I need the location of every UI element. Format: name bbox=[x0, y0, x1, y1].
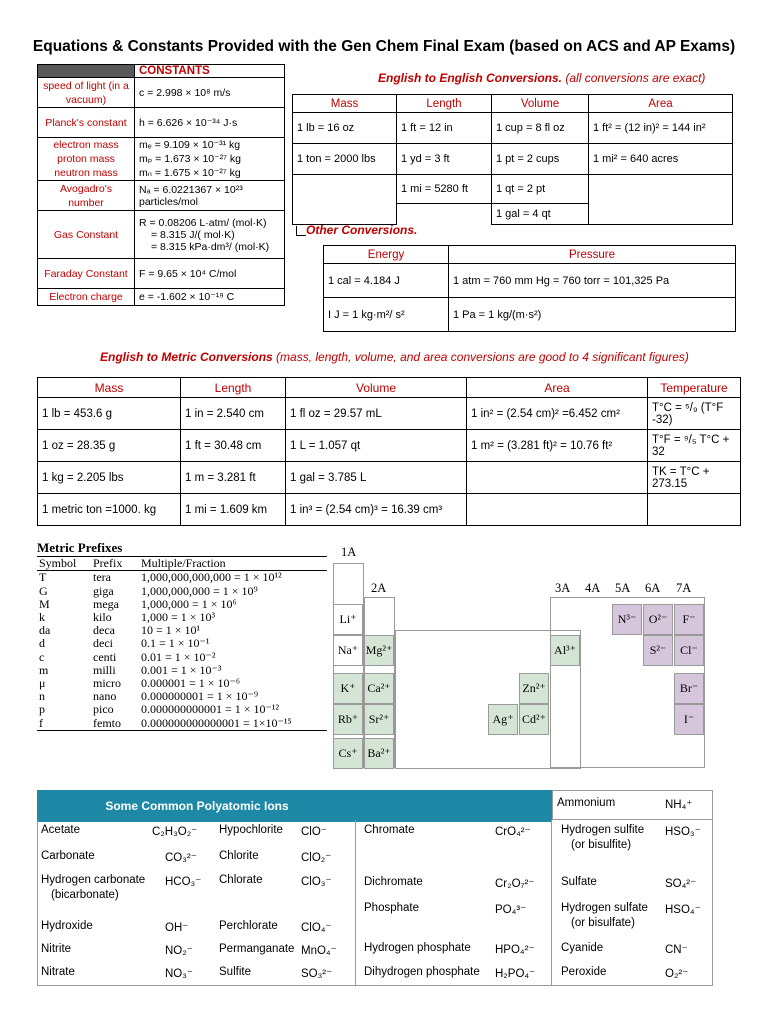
table-cell: 1 fl oz = 29.57 mL bbox=[286, 398, 467, 430]
prefix-name: giga bbox=[93, 583, 114, 598]
const-name: electron mass bbox=[38, 138, 135, 153]
prefix-symbol: G bbox=[39, 583, 48, 598]
col-header: Volume bbox=[492, 95, 589, 113]
table-cell: 1 lb = 453.6 g bbox=[38, 398, 181, 430]
table-cell: 1 cal = 4.184 J bbox=[324, 264, 449, 298]
group-label: 1A bbox=[341, 545, 357, 559]
ion-formula: CrO₄²⁻ bbox=[495, 826, 531, 838]
prefix-multiple: 0.000000001 = 1 × 10⁻⁹ bbox=[141, 689, 259, 704]
prefix-multiple: 1,000,000,000,000 = 1 × 10¹² bbox=[141, 570, 282, 585]
table-cell: 1 m = 3.281 ft bbox=[181, 462, 286, 494]
table-cell bbox=[467, 462, 648, 494]
prefix-multiple: 0.01 = 1 × 10⁻² bbox=[141, 649, 216, 664]
const-value: mₑ = 9.109 × 10⁻³¹ kg bbox=[135, 138, 285, 153]
ion-formula: OH⁻ bbox=[165, 922, 189, 934]
ion-name: Hydroxide bbox=[41, 920, 93, 932]
const-value: e = -1.602 × 10⁻¹⁹ C bbox=[135, 289, 285, 306]
ion-formula: HPO₄²⁻ bbox=[495, 944, 535, 956]
group-label: 5A bbox=[615, 581, 631, 595]
const-value bbox=[135, 211, 285, 259]
prefix-name: mega bbox=[93, 596, 119, 611]
const-value: h = 6.626 × 10⁻³⁴ J·s bbox=[135, 108, 285, 138]
group-label: 4A bbox=[585, 581, 601, 595]
ion-formula: HCO₃⁻ bbox=[165, 876, 202, 888]
prefix-symbol: μ bbox=[39, 676, 46, 691]
table-cell bbox=[467, 494, 648, 526]
table-cell: T°F = ⁹/₅ T°C + 32 bbox=[648, 430, 741, 462]
english-heading-sub: (all conversions are exact) bbox=[562, 71, 706, 85]
col-header: Mass bbox=[293, 95, 397, 113]
prefix-multiple: 0.000000000000001 = 1×10⁻¹⁵ bbox=[141, 715, 292, 730]
prefix-symbol: M bbox=[39, 596, 50, 611]
ion-formula: Cr₂O₇²⁻ bbox=[495, 878, 535, 890]
prefix-symbol: c bbox=[39, 649, 45, 664]
ion-name: Carbonate bbox=[41, 850, 95, 862]
ion-formula: CO₃²⁻ bbox=[165, 852, 197, 864]
metric-conversions-table bbox=[37, 377, 741, 526]
prefix-multiple: 1,000 = 1 × 10³ bbox=[141, 610, 216, 625]
periodic-ions bbox=[333, 545, 703, 767]
prefix-multiple: 0.000001 = 1 × 10⁻⁶ bbox=[141, 676, 241, 691]
ion-name: Acetate bbox=[41, 824, 80, 836]
table-cell: 1 m² = (3.281 ft)² = 10.76 ft² bbox=[467, 430, 648, 462]
ion-name: Sulfite bbox=[219, 966, 251, 978]
ion-name: Sulfate bbox=[561, 876, 597, 888]
col-header: Length bbox=[397, 95, 492, 113]
prefix-row bbox=[37, 703, 327, 716]
ion-name: Hydrogen sulfite bbox=[561, 824, 645, 836]
table-cell: 1 oz = 28.35 g bbox=[38, 430, 181, 462]
prefix-col-header: Multiple/Fraction bbox=[139, 557, 327, 571]
page-title: Equations & Constants Provided with the Gen Chem Final Exam (based on ACS and AP Exams) bbox=[32, 38, 736, 55]
ion-cell: F⁻ bbox=[674, 604, 704, 635]
prefix-col-header: Symbol bbox=[37, 557, 91, 571]
ion-name: Hypochlorite bbox=[219, 824, 283, 836]
const-name: proton mass bbox=[38, 152, 135, 166]
const-value: c = 2.998 × 10⁸ m/s bbox=[135, 78, 285, 108]
col-header: Temperature bbox=[648, 378, 741, 398]
ion-name: Nitrite bbox=[41, 943, 72, 955]
prefix-row bbox=[37, 571, 327, 585]
prefix-name: nano bbox=[93, 689, 117, 704]
const-name: Planck's constant bbox=[38, 108, 135, 138]
constants-header: CONSTANTS bbox=[135, 65, 285, 78]
ion-cell: Ca²⁺ bbox=[364, 673, 394, 704]
ion-name: Chromate bbox=[364, 824, 415, 836]
table-cell: 1 pt = 2 cups bbox=[492, 144, 589, 175]
table-cell: 1 mi² = 640 acres bbox=[589, 144, 733, 175]
table-cell: 1 in² = (2.54 cm)² =6.452 cm² bbox=[467, 398, 648, 430]
ion-cell: Sr²⁺ bbox=[364, 704, 394, 735]
ion-cell: O²⁻ bbox=[643, 604, 673, 635]
metric-prefixes bbox=[37, 541, 327, 731]
const-name: speed of light (in a vacuum) bbox=[38, 78, 135, 108]
prefix-symbol: p bbox=[39, 702, 45, 717]
table-cell: 1 Pa = 1 kg/(m·s²) bbox=[449, 298, 736, 332]
other-heading: Other Conversions. bbox=[306, 223, 418, 237]
ion-cell: Cs⁺ bbox=[333, 738, 363, 769]
const-value: Nₐ = 6.0221367 × 10²³ particles/mol bbox=[135, 181, 285, 211]
group-label: 3A bbox=[555, 581, 571, 595]
prefix-multiple: 1,000,000,000 = 1 × 10⁹ bbox=[141, 583, 258, 598]
ion-formula: HSO₃⁻ bbox=[665, 826, 701, 838]
prefix-multiple: 0.1 = 1 × 10⁻¹ bbox=[141, 636, 210, 651]
ion-formula: NH₄⁺ bbox=[665, 799, 693, 811]
table-cell: 1 L = 1.057 qt bbox=[286, 430, 467, 462]
prefix-name: tera bbox=[93, 570, 111, 585]
prefix-row bbox=[37, 585, 327, 598]
prefix-col-header: Prefix bbox=[91, 557, 139, 571]
ion-formula: MnO₄⁻ bbox=[301, 945, 337, 957]
ion-cell: Al³⁺ bbox=[550, 635, 580, 666]
table-cell: 1 in = 2.540 cm bbox=[181, 398, 286, 430]
col-header: Length bbox=[181, 378, 286, 398]
ion-cell: Li⁺ bbox=[333, 604, 363, 635]
ion-cell: Ag⁺ bbox=[488, 704, 518, 735]
prefix-row bbox=[37, 637, 327, 650]
table-cell: 1 in³ = (2.54 cm)³ = 16.39 cm³ bbox=[286, 494, 467, 526]
ion-formula: SO₃²⁻ bbox=[301, 968, 333, 980]
table-cell: 1 qt = 2 pt bbox=[492, 175, 589, 204]
col-header: Pressure bbox=[449, 246, 736, 264]
col-header: Volume bbox=[286, 378, 467, 398]
ion-cell: K⁺ bbox=[333, 673, 363, 704]
ion-formula: CN⁻ bbox=[665, 944, 688, 956]
ion-cell: Mg²⁺ bbox=[364, 635, 394, 666]
prefix-name: micro bbox=[93, 676, 121, 691]
ion-name: Permanganate bbox=[219, 943, 295, 955]
ion-name: Ammonium bbox=[557, 797, 616, 809]
table-cell bbox=[648, 494, 741, 526]
metric-heading-sub: (mass, length, volume, and area conversions are good to 4 significant figures) bbox=[272, 350, 689, 364]
ion-formula: HSO₄⁻ bbox=[665, 904, 701, 916]
ion-name: Hydrogen phosphate bbox=[364, 942, 471, 954]
ion-cell: Cl⁻ bbox=[674, 635, 704, 666]
ion-name: Perchlorate bbox=[219, 920, 278, 932]
col-header: Area bbox=[589, 95, 733, 113]
table-cell: 1 ft = 30.48 cm bbox=[181, 430, 286, 462]
prefix-name: centi bbox=[93, 649, 117, 664]
table-cell: T°C = ⁵/₉ (T°F -32) bbox=[648, 398, 741, 430]
prefix-multiple: 0.000000000001 = 1 × 10⁻¹² bbox=[141, 702, 280, 717]
ion-name: Hydrogen sulfate bbox=[561, 902, 648, 914]
table-cell: 1 metric ton =1000. kg bbox=[38, 494, 181, 526]
table-cell: 1 atm = 760 mm Hg = 760 torr = 101,325 Pa bbox=[449, 264, 736, 298]
prefix-name: pico bbox=[93, 702, 114, 717]
prefix-symbol: d bbox=[39, 636, 45, 651]
gas-constant-line: = 8.315 J/( mol·K) bbox=[151, 228, 235, 241]
prefix-name: deca bbox=[93, 623, 115, 638]
const-name: neutron mass bbox=[38, 166, 135, 181]
other-heading-bracket bbox=[296, 226, 306, 236]
const-name: Faraday Constant bbox=[38, 259, 135, 289]
ion-cell: S²⁻ bbox=[643, 635, 673, 666]
table-cell: 1 kg = 2.205 lbs bbox=[38, 462, 181, 494]
prefix-symbol: f bbox=[39, 715, 43, 730]
prefix-title: Metric Prefixes bbox=[37, 540, 123, 555]
ion-name: Cyanide bbox=[561, 942, 604, 954]
polyatomic-ions bbox=[37, 790, 713, 986]
metric-heading-main: English to Metric Conversions bbox=[100, 350, 273, 364]
prefix-name: kilo bbox=[93, 610, 112, 625]
table-cell: 1 lb = 16 oz bbox=[293, 113, 397, 144]
english-conversions-table bbox=[292, 94, 733, 225]
ion-cell: N³⁻ bbox=[612, 604, 642, 635]
ion-formula: ClO₂⁻ bbox=[301, 852, 332, 864]
ion-cell: Zn²⁺ bbox=[519, 673, 549, 704]
ion-name: Chlorate bbox=[219, 874, 263, 886]
metric-heading bbox=[100, 350, 689, 364]
prefix-multiple: 1,000,000 = 1 × 10⁶ bbox=[141, 596, 237, 611]
ion-alt-name: (or bisulfite) bbox=[571, 839, 632, 851]
group-label: 6A bbox=[645, 581, 661, 595]
ion-formula: NO₃⁻ bbox=[165, 968, 194, 980]
prefix-table bbox=[37, 556, 327, 731]
prefix-symbol: da bbox=[39, 623, 51, 638]
group-label: 2A bbox=[371, 581, 387, 595]
ion-cell: Rb⁺ bbox=[333, 704, 363, 735]
ion-name: Chlorite bbox=[219, 850, 259, 862]
const-value: mₚ = 1.673 × 10⁻²⁷ kg bbox=[135, 152, 285, 166]
ion-formula: ClO⁻ bbox=[301, 826, 327, 838]
table-cell: 1 ft² = (12 in)² = 144 in² bbox=[589, 113, 733, 144]
col-header: Mass bbox=[38, 378, 181, 398]
col-header: Area bbox=[467, 378, 648, 398]
english-heading bbox=[378, 71, 705, 85]
table-cell: TK = T°C + 273.15 bbox=[648, 462, 741, 494]
ion-cell: Br⁻ bbox=[674, 673, 704, 704]
table-cell: 1 gal = 4 qt bbox=[492, 204, 589, 225]
prefix-row bbox=[37, 651, 327, 664]
ion-cell: Na⁺ bbox=[333, 635, 363, 666]
ion-formula: SO₄²⁻ bbox=[665, 878, 697, 890]
ion-name: Phosphate bbox=[364, 902, 419, 914]
prefix-name: femto bbox=[93, 715, 121, 730]
ion-name: Dihydrogen phosphate bbox=[364, 966, 480, 978]
table-cell: 1 cup = 8 fl oz bbox=[492, 113, 589, 144]
constants-table bbox=[37, 64, 285, 306]
ion-name: Hydrogen carbonate bbox=[41, 874, 146, 886]
ion-formula: ClO₃⁻ bbox=[301, 876, 332, 888]
group-label: 7A bbox=[676, 581, 692, 595]
ion-cell: I⁻ bbox=[674, 704, 704, 735]
col-header: Energy bbox=[324, 246, 449, 264]
table-cell bbox=[397, 204, 492, 225]
prefix-symbol: T bbox=[39, 570, 47, 585]
ion-cell: Cd²⁺ bbox=[519, 704, 549, 735]
ion-cell: Ba²⁺ bbox=[364, 738, 394, 769]
prefix-symbol: n bbox=[39, 689, 45, 704]
table-cell bbox=[293, 175, 397, 225]
const-value: F = 9.65 × 10⁴ C/mol bbox=[135, 259, 285, 289]
other-conversions-table bbox=[323, 245, 736, 332]
ion-name: Peroxide bbox=[561, 966, 607, 978]
english-heading-main: English to English Conversions. bbox=[378, 71, 563, 85]
table-cell: 1 mi = 1.609 km bbox=[181, 494, 286, 526]
table-cell: 1 mi = 5280 ft bbox=[397, 175, 492, 204]
gas-constant-line: R = 0.08206 L·atm/ (mol·K) bbox=[139, 216, 267, 229]
const-name: Electron charge bbox=[38, 289, 135, 306]
prefix-symbol: k bbox=[39, 610, 45, 625]
table-cell bbox=[589, 175, 733, 225]
ion-name: Nitrate bbox=[41, 966, 75, 978]
ion-formula: H₂PO₄⁻ bbox=[495, 968, 536, 980]
table-cell: I J = 1 kg·m²/ s² bbox=[324, 298, 449, 332]
table-cell: 1 yd = 3 ft bbox=[397, 144, 492, 175]
const-name: Gas Constant bbox=[38, 211, 135, 259]
const-value: mₙ = 1.675 × 10⁻²⁷ kg bbox=[135, 166, 285, 181]
constants-corner bbox=[38, 65, 135, 78]
ion-formula: ClO₄⁻ bbox=[301, 922, 332, 934]
table-cell: 1 ton = 2000 lbs bbox=[293, 144, 397, 175]
ion-formula: PO₄³⁻ bbox=[495, 904, 527, 916]
prefix-name: deci bbox=[93, 636, 113, 651]
prefix-symbol: m bbox=[39, 662, 49, 677]
ion-formula: C₂H₃O₂⁻ bbox=[152, 826, 198, 838]
prefix-multiple: 10 = 1 × 10¹ bbox=[141, 623, 201, 638]
prefix-multiple: 0.001 = 1 × 10⁻³ bbox=[141, 662, 222, 677]
gas-constant-line: = 8.315 kPa·dm³/ (mol·K) bbox=[151, 240, 270, 253]
poly-title: Some Common Polyatomic Ions bbox=[105, 799, 289, 813]
ion-alt-name: (bicarbonate) bbox=[51, 889, 119, 901]
table-cell: 1 gal = 3.785 L bbox=[286, 462, 467, 494]
ion-formula: NO₂⁻ bbox=[165, 945, 193, 957]
ion-formula: O₂²⁻ bbox=[665, 968, 689, 980]
prefix-row bbox=[37, 717, 327, 731]
table-cell: 1 ft = 12 in bbox=[397, 113, 492, 144]
prefix-name: milli bbox=[93, 662, 116, 677]
ion-name: Dichromate bbox=[364, 876, 423, 888]
const-name: Avogadro's number bbox=[38, 181, 135, 211]
ion-alt-name: (or bisulfate) bbox=[571, 917, 635, 929]
prefix-rows bbox=[37, 571, 327, 730]
